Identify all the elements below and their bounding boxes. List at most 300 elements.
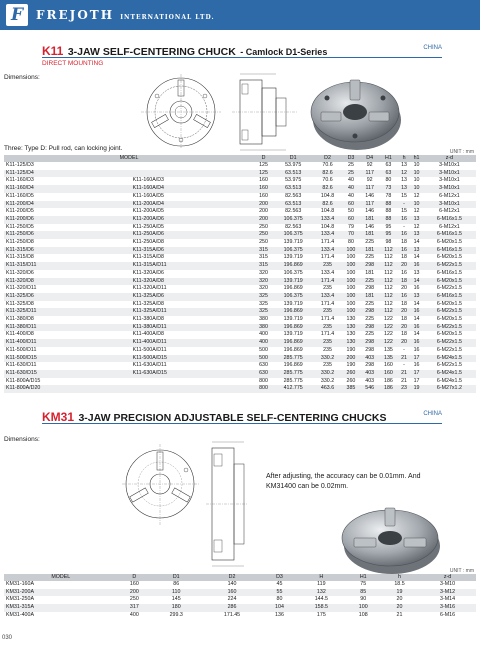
k11-cell: 106.375 <box>273 231 314 239</box>
k11-table-row <box>4 324 476 332</box>
km31-cell: 3-M12 <box>419 589 476 597</box>
k11-cell: 70 <box>342 231 361 239</box>
k11-table-row <box>4 331 476 339</box>
k11-cell: 463.6 <box>313 385 341 393</box>
k11-cell: K11-315/D11 <box>4 262 133 270</box>
k11-cell: 225 <box>365 300 375 307</box>
k11-cell: 330.2 <box>313 355 341 363</box>
km31-model-code: KM31 <box>42 410 75 424</box>
k11-product-name: 3-JAW SELF-CENTERING CHUCK <box>67 46 236 58</box>
k11-cell: 16 <box>413 285 420 292</box>
k11-cell: K11-160/D3 <box>6 177 34 184</box>
km31-table-row <box>4 589 476 597</box>
k11-cell: 100 <box>342 278 361 286</box>
k11-cell: 171.4 <box>320 331 335 338</box>
k11-cell: 60 <box>342 216 361 224</box>
k11-cell: K11-325/D11 <box>4 308 133 316</box>
k11-cell: 285.775 <box>283 377 303 384</box>
km31-cell: 250 <box>129 596 139 603</box>
k11-cell: 800 <box>254 385 273 393</box>
k11-cell: 117 <box>360 201 379 209</box>
k11-cell: 6-M12x1 <box>439 223 460 230</box>
k11-cell: 171.4 <box>313 278 341 286</box>
k11-cell: 630 <box>259 362 268 369</box>
k11-cell: 403 <box>360 370 379 378</box>
km31-cell: KM31-400A <box>6 611 34 618</box>
k11-cell: 80 <box>348 239 354 246</box>
km31-cell: 19 <box>380 589 419 597</box>
k11-origin: CHINA <box>423 45 442 51</box>
k11-cell: K11-325A/D8 <box>132 300 164 307</box>
k11-cell: 200 <box>254 201 273 209</box>
k11-cell: 63.513 <box>273 201 314 209</box>
k11-cell: K11-630/D11 <box>6 362 37 369</box>
k11-cell: 139.719 <box>283 331 303 338</box>
k11-cell: K11-380A/D11 <box>133 324 255 332</box>
k11-cell: 14 <box>413 316 420 323</box>
k11-cell: 6-M20x1.5 <box>436 331 462 338</box>
km31-col-model: MODEL <box>4 574 118 581</box>
k11-col-h1-small: h1 <box>410 155 423 162</box>
k11-cell: 139.719 <box>283 239 303 246</box>
k11-cell: 10 <box>410 170 423 178</box>
km31-cell: 80 <box>276 596 283 603</box>
k11-cell: K11-380/D11 <box>4 324 133 332</box>
km31-cell: 145 <box>171 596 181 603</box>
k11-cell: 6-M22x1.5 <box>423 324 476 332</box>
k11-cell: 298 <box>360 262 379 270</box>
k11-cell: 200 <box>342 355 361 363</box>
k11-cell: 25 <box>342 170 361 178</box>
km31-cell: KM31-250A <box>6 596 34 603</box>
k11-table-row <box>4 247 476 255</box>
k11-model-code: K11 <box>42 44 64 58</box>
km31-dimensions-label: Dimensions: <box>4 436 40 443</box>
km31-cell: 20 <box>396 596 403 603</box>
k11-cell: 16 <box>398 293 411 301</box>
k11-cell: K11-200/D5 <box>6 208 34 215</box>
k11-cell: 79 <box>348 223 354 230</box>
k11-cell: 181 <box>365 269 375 276</box>
k11-table-row <box>4 216 476 224</box>
k11-table-row <box>4 339 476 347</box>
k11-cell: 260 <box>342 370 361 378</box>
km31-cell: 110 <box>151 589 201 597</box>
k11-cell: 250 <box>259 223 268 230</box>
k11-cell: 112 <box>384 285 393 292</box>
k11-cell: 6-M22x1.5 <box>436 362 462 369</box>
km31-origin: CHINA <box>423 411 442 417</box>
k11-cell: K11-630A/D11 <box>132 362 167 369</box>
k11-cell: 6-M20x1.5 <box>436 254 462 261</box>
k11-cell: 112 <box>384 269 393 276</box>
k11-table-row <box>4 370 476 378</box>
k11-cell: 13 <box>410 293 423 301</box>
k11-cell: K11-630/D15 <box>4 370 133 378</box>
km31-cell: 286 <box>201 604 262 612</box>
k11-cell: K11-400A/D8 <box>132 331 164 338</box>
k11-cell: 14 <box>410 278 423 286</box>
k11-cell: 298 <box>360 324 379 332</box>
k11-cell: K11-160A/D4 <box>133 185 255 193</box>
k11-cell: 160 <box>384 362 393 369</box>
k11-cell: 104.8 <box>320 208 335 215</box>
k11-cell: 315 <box>254 247 273 255</box>
k11-cell: 6-M20x1.5 <box>423 278 476 286</box>
k11-cell: 6-M20x1.5 <box>436 239 462 246</box>
k11-cell: 181 <box>360 247 379 255</box>
k11-cell: 112 <box>379 308 398 316</box>
km31-cell: 132 <box>296 589 346 597</box>
k11-cell: 112 <box>384 300 393 307</box>
k11-cell: K11-500/D15 <box>4 355 133 363</box>
k11-drawing-note: Three: Type D: Pull rod, can locking joint. <box>4 145 123 152</box>
k11-cell: 14 <box>413 254 420 261</box>
km31-side-view-drawing <box>150 440 250 570</box>
k11-cell: 18 <box>398 278 411 286</box>
k11-table-row <box>4 239 476 247</box>
k11-cell: 196.869 <box>273 339 314 347</box>
km31-cell: 180 <box>151 604 201 612</box>
section-k11-title <box>42 42 442 58</box>
k11-cell: 139.719 <box>283 300 303 307</box>
k11-cell: 315 <box>259 254 268 261</box>
km31-cell: KM31-200A <box>4 589 118 597</box>
k11-cell: 225 <box>365 254 375 261</box>
k11-cell: 6-M16x1.5 <box>436 269 462 276</box>
k11-series: - Camlock D1-Series <box>240 47 328 57</box>
km31-accuracy-note: After adjusting, the accuracy can be 0.01mm. And KM31400 can be 0.02mm. <box>266 473 421 490</box>
k11-cell: 298 <box>365 346 375 353</box>
k11-cell: 10 <box>413 177 420 184</box>
k11-cell: 6-M22x1.5 <box>436 285 462 292</box>
k11-cell: 181 <box>360 231 379 239</box>
k11-cell: 82.6 <box>313 185 341 193</box>
k11-cell: 146 <box>365 223 375 230</box>
k11-cell: 100 <box>342 293 361 301</box>
k11-cell: 160 <box>254 185 273 193</box>
km31-table-row <box>4 596 476 604</box>
k11-cell: 16 <box>410 308 423 316</box>
km31-col-zd: z-d <box>419 574 476 581</box>
k11-cell: 225 <box>365 331 375 338</box>
k11-table-row <box>4 262 476 270</box>
k11-cell: 112 <box>379 262 398 270</box>
k11-cell: K11-250/D6 <box>4 231 133 239</box>
k11-cell: 160 <box>379 370 398 378</box>
brand-name <box>36 8 215 22</box>
k11-cell: K11-315A/D11 <box>133 262 255 270</box>
k11-cell: 122 <box>379 339 398 347</box>
k11-cell: 330.2 <box>320 377 335 384</box>
k11-cell: 14 <box>413 239 420 246</box>
k11-cell: 225 <box>360 278 379 286</box>
k11-cell: 171.4 <box>320 239 335 246</box>
k11-col-d4: D4 <box>360 155 379 162</box>
k11-cell: 6-M16x1.5 <box>423 247 476 255</box>
k11-cell: 130 <box>346 316 356 323</box>
k11-cell: 106.375 <box>283 269 303 276</box>
k11-cell: 139.719 <box>283 316 303 323</box>
km31-cell: 100 <box>346 604 380 612</box>
k11-cell: 21 <box>398 355 411 363</box>
km31-cell: KM31-315A <box>4 604 118 612</box>
k11-cell: 500 <box>254 355 273 363</box>
k11-cell: K11-400/D8 <box>6 331 34 338</box>
k11-cell: 400 <box>259 331 268 338</box>
k11-cell: K11-320A/D8 <box>133 278 255 286</box>
km31-table-row <box>4 604 476 612</box>
k11-cell: 13 <box>401 177 407 184</box>
k11-cell: 190 <box>346 346 356 353</box>
k11-cell: 117 <box>360 185 379 193</box>
k11-cell: 16 <box>410 324 423 332</box>
k11-cell: K11-400/D11 <box>4 339 133 347</box>
k11-cell: 63.513 <box>273 185 314 193</box>
k11-cell: 186 <box>384 377 393 384</box>
k11-col-d1: D1 <box>273 155 314 162</box>
k11-cell: 106.375 <box>273 293 314 301</box>
k11-cell: 12 <box>413 223 420 230</box>
k11-cell: 546 <box>360 385 379 393</box>
k11-cell: 196.869 <box>273 308 314 316</box>
km31-col-d3: D3 <box>263 574 297 581</box>
k11-cell: 92 <box>366 177 373 184</box>
k11-cell: K11-315A/D8 <box>132 254 164 261</box>
km31-col-d2: D2 <box>201 574 262 581</box>
k11-cell: 6-M22x1.5 <box>423 262 476 270</box>
k11-cell: K11-315A/D6 <box>133 247 255 255</box>
k11-cell: 190 <box>346 362 356 369</box>
k11-table-row <box>4 193 476 201</box>
k11-cell: 88 <box>385 208 392 215</box>
k11-cell: 92 <box>366 162 373 168</box>
k11-cell: 19 <box>410 385 423 393</box>
k11-cell: 403 <box>365 377 375 384</box>
k11-cell: 15 <box>401 192 407 199</box>
k11-cell: 14 <box>413 300 420 307</box>
k11-table-row <box>4 231 476 239</box>
k11-cell: 88 <box>379 216 398 224</box>
k11-cell: 50 <box>348 208 354 215</box>
k11-cell: 63 <box>379 170 398 178</box>
k11-cell: 171.4 <box>320 300 335 307</box>
km31-chuck-photo <box>336 498 446 578</box>
k11-cell: 3-M10x1 <box>423 170 476 178</box>
k11-cell: 380 <box>254 324 273 332</box>
k11-cell: 325 <box>259 300 268 307</box>
k11-table-row <box>4 201 476 209</box>
k11-cell: 100 <box>346 254 356 261</box>
km31-table-row <box>4 581 476 589</box>
k11-cell: - <box>403 362 405 369</box>
k11-cell: 235 <box>323 285 332 292</box>
k11-table-body <box>4 162 476 393</box>
k11-table-row <box>4 177 476 185</box>
k11-cell: 800 <box>259 377 268 384</box>
k11-cell: K11-325A/D6 <box>133 293 255 301</box>
km31-cell: 224 <box>227 596 237 603</box>
k11-table-row <box>4 355 476 363</box>
km31-cell: 75 <box>360 581 367 587</box>
km31-table-row <box>4 612 476 620</box>
k11-col-h: h <box>398 155 411 162</box>
km31-cell: 21 <box>396 611 403 618</box>
k11-cell: 73 <box>379 185 398 193</box>
k11-cell: K11-380A/D8 <box>132 316 164 323</box>
k11-cell: 16 <box>413 346 420 353</box>
k11-cell: 260 <box>346 377 356 384</box>
k11-col-zd: z-d <box>423 155 476 162</box>
k11-cell: 17 <box>413 377 420 384</box>
k11-cell: 298 <box>365 285 375 292</box>
k11-cell: 40 <box>348 192 354 199</box>
k11-cell: 82.563 <box>285 223 302 230</box>
k11-cell: 403 <box>360 355 379 363</box>
k11-table-row <box>4 254 476 262</box>
k11-cell: 250 <box>259 239 268 246</box>
k11-cell: 100 <box>346 300 356 307</box>
km31-cell: 160 <box>129 581 139 587</box>
k11-cell: - <box>398 201 411 209</box>
k11-table-row <box>4 185 476 193</box>
k11-cell: 13 <box>410 231 423 239</box>
km31-cell: 136 <box>275 611 284 618</box>
k11-cell: 100 <box>346 285 356 292</box>
km31-cell: 108 <box>358 611 368 618</box>
k11-spec-table <box>4 155 476 393</box>
k11-cell <box>133 162 255 170</box>
k11-cell: 285.775 <box>273 355 314 363</box>
k11-cell: 18 <box>401 239 407 246</box>
k11-cell: 112 <box>379 278 398 286</box>
k11-cell: 10 <box>410 185 423 193</box>
km31-unit: UNIT : mm <box>449 568 474 574</box>
k11-cell: 14 <box>413 331 420 338</box>
k11-cell: 117 <box>360 170 379 178</box>
k11-cell: 18 <box>401 316 407 323</box>
k11-cell <box>133 170 255 178</box>
k11-cell: 133.4 <box>320 269 335 276</box>
k11-cell: 380 <box>259 316 268 323</box>
k11-cell: 171.4 <box>320 316 335 323</box>
km31-col-d: D <box>118 574 152 581</box>
km31-cell: 144.5 <box>314 596 328 603</box>
k11-cell: 10 <box>413 162 420 168</box>
k11-cell: 16 <box>398 231 411 239</box>
km31-cell: 175 <box>316 611 326 618</box>
k11-cell: 20 <box>398 324 411 332</box>
k11-cell: K11-320A/D6 <box>132 269 164 276</box>
k11-cell: 6-M22x1.5 <box>423 308 476 316</box>
k11-cell: K11-250/D8 <box>6 239 34 246</box>
k11-cell: 200 <box>254 216 273 224</box>
k11-col-model: MODEL <box>4 155 254 162</box>
k11-cell: - <box>403 346 405 353</box>
k11-cell: 250 <box>254 231 273 239</box>
km31-cell: 3-M16 <box>419 604 476 612</box>
k11-cell: 3-M10x1 <box>423 201 476 209</box>
k11-cell: 6-M12x1 <box>439 192 460 199</box>
k11-cell: 40 <box>342 185 361 193</box>
k11-cell: 181 <box>360 216 379 224</box>
k11-cell: 235 <box>323 362 332 369</box>
k11-table-row <box>4 208 476 216</box>
k11-cell: 400 <box>254 339 273 347</box>
k11-table-row <box>4 162 476 170</box>
k11-cell: 6-M16x1.5 <box>423 293 476 301</box>
km31-cell: 140 <box>227 581 237 587</box>
km31-cell: 158.5 <box>296 604 346 612</box>
k11-cell: 82.563 <box>285 192 302 199</box>
brand-sub: INTERNATIONAL LTD. <box>120 14 215 21</box>
k11-cell: 320 <box>254 278 273 286</box>
k11-cell: 6-M27x1.2 <box>423 385 476 393</box>
k11-cell: 63.513 <box>273 170 314 178</box>
k11-cell: K11-320A/D11 <box>132 285 167 292</box>
k11-cell <box>133 378 255 386</box>
k11-cell: 40 <box>348 177 354 184</box>
k11-cell: 78 <box>385 192 392 199</box>
k11-cell: 98 <box>385 239 392 246</box>
k11-cell: 13 <box>413 269 420 276</box>
km31-col-h: H <box>296 574 346 581</box>
k11-cell: K11-325/D8 <box>6 300 34 307</box>
k11-cell: K11-125/D4 <box>4 170 133 178</box>
k11-cell: 70.6 <box>322 162 333 168</box>
k11-table-header <box>4 155 476 162</box>
k11-cell: 18 <box>401 331 407 338</box>
k11-table-row <box>4 362 476 370</box>
k11-cell: 23 <box>398 385 411 393</box>
km31-cell: 119 <box>317 581 326 587</box>
k11-table-row <box>4 293 476 301</box>
k11-cell: 6-M24x1.5 <box>436 377 462 384</box>
k11-col-d: D <box>254 155 273 162</box>
k11-cell: 6-M12x1 <box>439 208 460 215</box>
km31-col-d1: D1 <box>151 574 201 581</box>
k11-cell: 6-M22x1.5 <box>423 339 476 347</box>
k11-cell: K11-325/D6 <box>4 293 133 301</box>
k11-cell: 125 <box>259 162 268 168</box>
k11-col-d2: D2 <box>313 155 341 162</box>
k11-cell: 186 <box>379 385 398 393</box>
k11-cell: K11-125/D3 <box>6 162 34 168</box>
k11-cell: K11-800A/D15 <box>6 377 41 384</box>
k11-cell: 17 <box>410 355 423 363</box>
k11-cell: 104.8 <box>320 223 335 230</box>
section-km31-title <box>42 408 442 424</box>
k11-cell: 13 <box>410 216 423 224</box>
k11-cell: 225 <box>365 239 375 246</box>
km31-col-h-small: h <box>380 574 419 581</box>
k11-cell: 196.869 <box>273 324 314 332</box>
k11-cell: K11-160A/D3 <box>132 177 164 184</box>
k11-cell: 412.775 <box>273 385 314 393</box>
k11-cell: K11-160/D5 <box>6 192 34 199</box>
k11-cell: 133.4 <box>313 216 341 224</box>
k11-cell: 146 <box>365 192 375 199</box>
k11-cell: 135 <box>384 346 393 353</box>
k11-side-view-drawing <box>232 70 300 154</box>
km31-cell: 90 <box>360 596 367 603</box>
k11-cell: 235 <box>323 346 332 353</box>
k11-dimensions-label: Dimensions: <box>4 74 40 81</box>
k11-cell: 100 <box>346 269 356 276</box>
km31-cell: 85 <box>346 589 380 597</box>
k11-cell: 25 <box>348 162 354 168</box>
k11-cell: 17 <box>410 370 423 378</box>
